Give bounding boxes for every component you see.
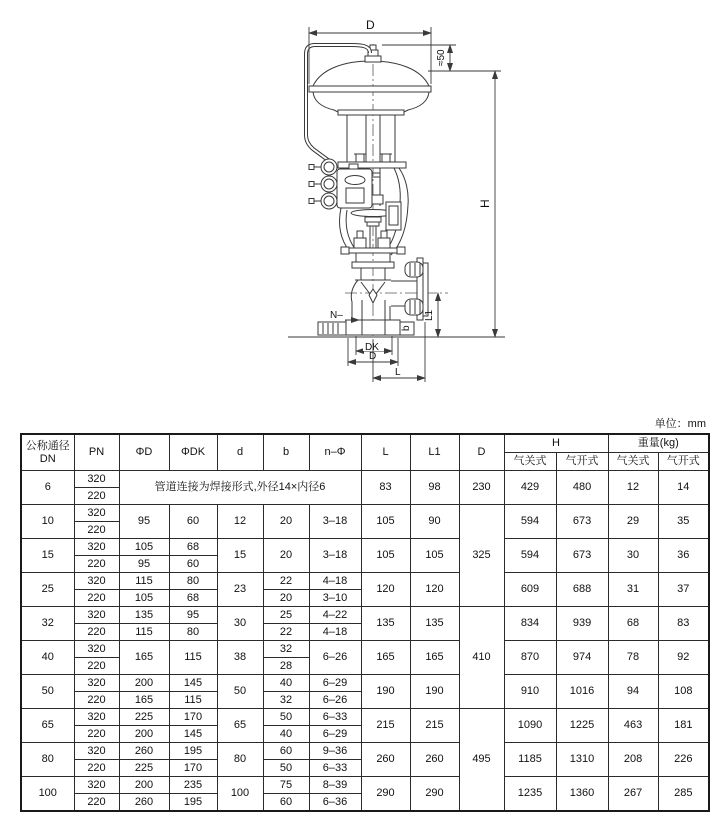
col-header-phi-dk: ΦDK [169, 434, 217, 471]
col-header-w-air-close: 气关式 [608, 453, 658, 471]
dim-label-d-top: D [366, 18, 375, 32]
actuator-dome [309, 61, 431, 115]
cell-pn: 320 [74, 573, 119, 590]
cell-l: 165 [361, 641, 410, 675]
col-header-w-air-open: 气开式 [658, 453, 709, 471]
table-row [21, 641, 709, 658]
cell-n-phi: 4–18 [309, 624, 361, 641]
cell-weight-air-close: 68 [608, 607, 658, 641]
cell-b: 75 [263, 777, 309, 794]
cell-d: 23 [217, 573, 263, 607]
cell-n-phi: 6–29 [309, 675, 361, 692]
cell-pn: 220 [74, 692, 119, 709]
cell-l1: 135 [410, 607, 459, 641]
dim-label-h: H [478, 199, 492, 208]
cell-pn: 220 [74, 624, 119, 641]
cell-n-phi: 6–33 [309, 709, 361, 726]
cell-b: 28 [263, 658, 309, 675]
cell-n-phi: 3–10 [309, 590, 361, 607]
cell-l: 135 [361, 607, 410, 641]
table-row [21, 505, 709, 522]
cell-phi-d: 260 [119, 743, 169, 760]
cell-h-air-close: 609 [504, 573, 556, 607]
cell-big-d: 410 [459, 607, 504, 709]
cell-phi-d: 95 [119, 505, 169, 539]
col-header-dn-line1: 公称通径 [25, 439, 70, 452]
cell-weight-air-open: 37 [658, 573, 709, 607]
cell-n-phi: 4–22 [309, 607, 361, 624]
cell-n-phi: 6–33 [309, 760, 361, 777]
table-row [21, 675, 709, 692]
plug [369, 289, 377, 303]
cell-h-air-close: 594 [504, 539, 556, 573]
cell-phi-d: 115 [119, 573, 169, 590]
cell-h-air-close: 834 [504, 607, 556, 641]
cell-weight-air-open: 83 [658, 607, 709, 641]
cell-l1: 105 [410, 539, 459, 573]
cell-phi-dk: 145 [169, 675, 217, 692]
cell-phi-dk: 68 [169, 590, 217, 607]
cell-h-air-close: 429 [504, 471, 556, 505]
col-header-h-air-open: 气开式 [556, 453, 608, 471]
dim-label-n: N– [330, 310, 343, 321]
cell-pn: 220 [74, 556, 119, 573]
cell-pn: 220 [74, 590, 119, 607]
cell-b: 32 [263, 641, 309, 658]
col-header-weight-group: 重量(kg) [608, 434, 709, 453]
cell-pn: 320 [74, 539, 119, 556]
cell-b: 60 [263, 743, 309, 760]
cell-phi-dk: 145 [169, 726, 217, 743]
cell-dn: 50 [21, 675, 74, 709]
cell-h-air-open: 1310 [556, 743, 608, 777]
cell-pn: 320 [74, 505, 119, 522]
cell-b: 20 [263, 505, 309, 539]
cell-phi-d: 105 [119, 590, 169, 607]
table-row [21, 607, 709, 624]
col-header-big-d: D [459, 434, 504, 471]
cell-big-d: 325 [459, 505, 504, 607]
cell-h-air-close: 1185 [504, 743, 556, 777]
cell-b: 22 [263, 624, 309, 641]
cell-pn: 220 [74, 726, 119, 743]
cell-h-air-open: 1016 [556, 675, 608, 709]
table-row [21, 709, 709, 726]
cell-pn: 320 [74, 743, 119, 760]
spec-table [20, 433, 710, 812]
col-header-l1: L1 [410, 434, 459, 471]
cell-h-air-open: 673 [556, 505, 608, 539]
positioner [337, 164, 372, 208]
cell-phi-d: 165 [119, 641, 169, 675]
cell-dn: 65 [21, 709, 74, 743]
col-header-h-group: H [504, 434, 608, 453]
cell-l1: 260 [410, 743, 459, 777]
cell-d: 30 [217, 607, 263, 641]
col-header-dn-line2: DN [39, 452, 56, 465]
gauge-icon [321, 193, 337, 209]
dim-label-dk: DK [365, 342, 379, 353]
valve-technical-drawing [0, 0, 722, 412]
col-header-phi-d: ΦD [119, 434, 169, 471]
cell-big-d: 230 [459, 471, 504, 505]
cell-pn: 320 [74, 675, 119, 692]
cell-l1: 98 [410, 471, 459, 505]
cell-b: 22 [263, 573, 309, 590]
air-tube [306, 45, 370, 163]
cell-phi-dk: 68 [169, 539, 217, 556]
cell-h-air-open: 688 [556, 573, 608, 607]
cell-weight-air-open: 14 [658, 471, 709, 505]
cell-phi-d: 200 [119, 777, 169, 794]
cell-h-air-close: 1090 [504, 709, 556, 743]
table-row [21, 471, 709, 488]
cell-l1: 120 [410, 573, 459, 607]
dim-label-approx-50: ≈50 [436, 49, 447, 66]
cell-b: 20 [263, 539, 309, 573]
cell-pn: 220 [74, 658, 119, 675]
cell-h-air-close: 1235 [504, 777, 556, 812]
cell-phi-dk: 115 [169, 692, 217, 709]
cell-n-phi: 8–39 [309, 777, 361, 794]
cell-h-air-open: 939 [556, 607, 608, 641]
cell-pn: 220 [74, 522, 119, 539]
cell-b: 40 [263, 726, 309, 743]
cell-pn: 320 [74, 471, 119, 488]
dim-label-b: b [401, 325, 412, 331]
cell-phi-dk: 195 [169, 794, 217, 812]
cell-phi-dk: 115 [169, 641, 217, 675]
cell-l1: 165 [410, 641, 459, 675]
cell-l: 260 [361, 743, 410, 777]
col-header-l: L [361, 434, 410, 471]
cell-l: 105 [361, 539, 410, 573]
cell-phi-dk: 235 [169, 777, 217, 794]
dimension-approx-50 [382, 45, 501, 71]
dimension-b [401, 325, 412, 331]
cell-weight-air-open: 36 [658, 539, 709, 573]
pressure-gauges [309, 159, 337, 209]
cell-n-phi: 6–29 [309, 726, 361, 743]
cell-l1: 215 [410, 709, 459, 743]
cell-phi-dk: 170 [169, 760, 217, 777]
cell-b: 20 [263, 590, 309, 607]
cell-weight-air-close: 78 [608, 641, 658, 675]
cell-h-air-open: 480 [556, 471, 608, 505]
cell-h-air-open: 673 [556, 539, 608, 573]
dimension-n-holes [330, 310, 359, 321]
nameplate [386, 202, 401, 230]
gauge-icon [321, 159, 337, 175]
cell-weight-air-open: 226 [658, 743, 709, 777]
cell-phi-dk: 80 [169, 573, 217, 590]
cell-l: 83 [361, 471, 410, 505]
cell-h-air-close: 594 [504, 505, 556, 539]
cell-pn: 320 [74, 641, 119, 658]
table-row [21, 539, 709, 556]
cell-phi-dk: 60 [169, 505, 217, 539]
cell-phi-dk: 95 [169, 607, 217, 624]
col-header-n-phi: n–Φ [309, 434, 361, 471]
cell-weight-air-open: 92 [658, 641, 709, 675]
cell-connection-note: 管道连接为焊接形式,外径14×内径6 [119, 471, 361, 505]
cell-d: 50 [217, 675, 263, 709]
cell-n-phi: 4–18 [309, 573, 361, 590]
cell-pn: 220 [74, 760, 119, 777]
cell-weight-air-close: 31 [608, 573, 658, 607]
cell-b: 60 [263, 794, 309, 812]
cell-big-d: 495 [459, 709, 504, 812]
cell-h-air-open: 974 [556, 641, 608, 675]
cell-d: 80 [217, 743, 263, 777]
cell-l1: 290 [410, 777, 459, 812]
cell-b: 50 [263, 709, 309, 726]
cell-phi-d: 135 [119, 607, 169, 624]
cell-h-air-open: 1225 [556, 709, 608, 743]
cell-d: 100 [217, 777, 263, 812]
cell-pn: 320 [74, 607, 119, 624]
cell-phi-d: 225 [119, 760, 169, 777]
cell-weight-air-close: 267 [608, 777, 658, 812]
cell-n-phi: 9–36 [309, 743, 361, 760]
cell-dn: 15 [21, 539, 74, 573]
cell-dn: 32 [21, 607, 74, 641]
cell-d: 65 [217, 709, 263, 743]
cell-phi-d: 95 [119, 556, 169, 573]
cell-weight-air-open: 108 [658, 675, 709, 709]
cell-h-air-open: 1360 [556, 777, 608, 812]
spec-table-header [21, 434, 709, 471]
actuator-column [338, 115, 406, 168]
cell-phi-d: 115 [119, 624, 169, 641]
cell-l: 190 [361, 675, 410, 709]
cell-l: 120 [361, 573, 410, 607]
bottom-flange [318, 320, 414, 335]
cell-pn: 320 [74, 777, 119, 794]
cell-weight-air-close: 29 [608, 505, 658, 539]
cell-phi-d: 225 [119, 709, 169, 726]
cell-b: 40 [263, 675, 309, 692]
cell-dn: 6 [21, 471, 74, 505]
cell-h-air-close: 870 [504, 641, 556, 675]
cell-phi-dk: 170 [169, 709, 217, 726]
cell-phi-dk: 60 [169, 556, 217, 573]
cell-weight-air-open: 285 [658, 777, 709, 812]
cell-l1: 190 [410, 675, 459, 709]
cell-n-phi: 3–18 [309, 505, 361, 539]
cell-l: 105 [361, 505, 410, 539]
spec-table-body [21, 471, 709, 812]
cell-dn: 80 [21, 743, 74, 777]
cell-d: 38 [217, 641, 263, 675]
cell-b: 32 [263, 692, 309, 709]
cell-l: 215 [361, 709, 410, 743]
gauge-icon [321, 176, 337, 192]
col-header-pn: PN [74, 434, 119, 471]
col-header-b: b [263, 434, 309, 471]
dim-label-d-bottom: D [369, 351, 377, 362]
table-row [21, 743, 709, 760]
dim-label-l1: L1 [424, 309, 435, 321]
cell-n-phi: 6–36 [309, 794, 361, 812]
cell-n-phi: 6–26 [309, 692, 361, 709]
cell-l: 290 [361, 777, 410, 812]
cell-phi-d: 260 [119, 794, 169, 812]
cell-dn: 10 [21, 505, 74, 539]
cell-d: 15 [217, 539, 263, 573]
cell-pn: 320 [74, 709, 119, 726]
cell-dn: 100 [21, 777, 74, 812]
unit-label: 单位：mm [654, 418, 706, 430]
cell-weight-air-close: 208 [608, 743, 658, 777]
cell-weight-air-close: 94 [608, 675, 658, 709]
cell-weight-air-open: 35 [658, 505, 709, 539]
cell-n-phi: 3–18 [309, 539, 361, 573]
cell-l1: 90 [410, 505, 459, 539]
cell-dn: 25 [21, 573, 74, 607]
cell-n-phi: 6–26 [309, 641, 361, 675]
cell-phi-dk: 80 [169, 624, 217, 641]
col-header-dn [21, 434, 74, 471]
cell-phi-dk: 195 [169, 743, 217, 760]
table-row [21, 777, 709, 794]
table-row [21, 573, 709, 590]
cell-weight-air-close: 30 [608, 539, 658, 573]
cell-weight-air-open: 181 [658, 709, 709, 743]
col-header-d: d [217, 434, 263, 471]
cell-phi-d: 165 [119, 692, 169, 709]
dim-label-l: L [395, 367, 401, 378]
cell-pn: 220 [74, 794, 119, 812]
cell-b: 25 [263, 607, 309, 624]
cell-pn: 220 [74, 488, 119, 505]
cell-weight-air-close: 463 [608, 709, 658, 743]
cell-phi-d: 105 [119, 539, 169, 556]
cell-d: 12 [217, 505, 263, 539]
cell-b: 50 [263, 760, 309, 777]
cell-phi-d: 200 [119, 675, 169, 692]
cell-h-air-close: 910 [504, 675, 556, 709]
col-header-h-air-close: 气关式 [504, 453, 556, 471]
cell-dn: 40 [21, 641, 74, 675]
dimension-h [478, 71, 495, 337]
cell-weight-air-close: 12 [608, 471, 658, 505]
cell-phi-d: 200 [119, 726, 169, 743]
